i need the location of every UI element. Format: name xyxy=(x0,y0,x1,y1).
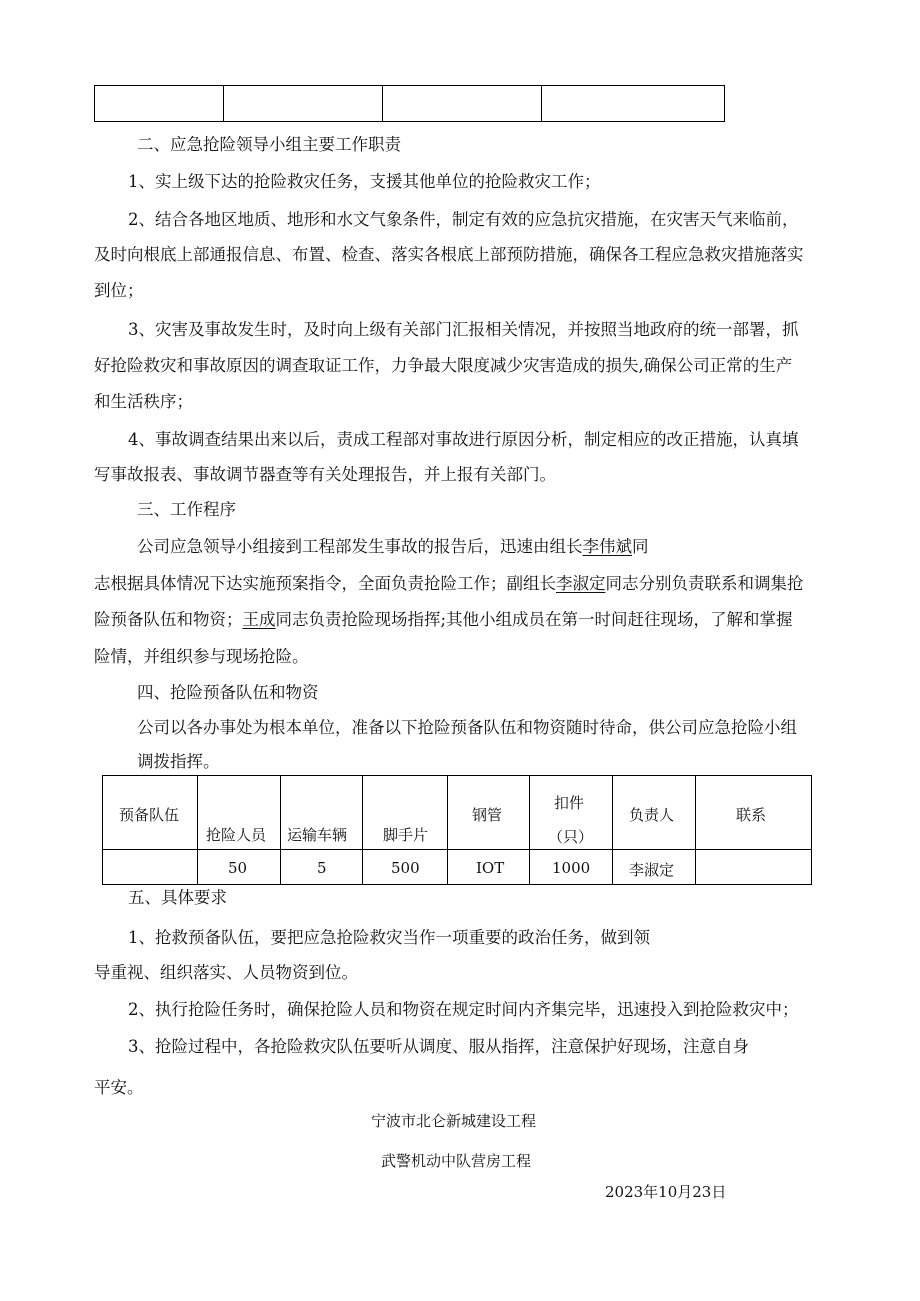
section-5-item-2: 2、执行抢险任务时，确保抢险人员和物资在规定时间内齐集完毕，迅速投入到抢险救灾中； xyxy=(128,1000,799,1019)
footer-org-line-2: 武警机动中队营房工程 xyxy=(381,1152,532,1170)
row-scaffold-value: 500 xyxy=(391,859,420,877)
section-5-item-1-line-2: 导重视、组织落实、人员物资到位。 xyxy=(94,963,358,982)
header-vehicles-label: 运输车辆 xyxy=(287,826,348,844)
section-3-line-4: 险情，并组织参与现场抢险。 xyxy=(94,647,309,666)
section-2-item-3-line-3: 和生活秩序； xyxy=(94,392,193,411)
header-scaffold xyxy=(363,776,448,850)
section-3-line-3-tail: 同志负责抢险现场指挥;其他小组成员在第一时间赶往现场，了解和掌握 xyxy=(275,610,793,629)
section-3-line-2-tail: 同志分别负责联系和调集抢 xyxy=(605,574,804,593)
section-2-item-1: 1、实上级下达的抢险救灾任务，支援其他单位的抢险救灾工作； xyxy=(128,172,601,191)
header-team xyxy=(103,776,198,850)
section-2-item-3-line-2: 好抢险救灾和事故原因的调查取证工作，力争最大限度减少灾害造成的损失,确保公司正常的生产 xyxy=(94,356,793,375)
empty-cell xyxy=(542,86,725,122)
row-vehicles xyxy=(281,850,363,885)
header-contact-label: 联系 xyxy=(736,806,767,824)
header-vehicles xyxy=(281,776,363,850)
table-row xyxy=(103,850,812,885)
row-vehicles-value: 5 xyxy=(317,859,327,877)
table-header-row xyxy=(103,776,812,850)
header-fastener-label: 扣件 xyxy=(554,794,585,812)
row-owner-value: 李淑定 xyxy=(629,861,675,879)
header-scaffold-label: 脚手片 xyxy=(383,826,429,844)
section-3-heading: 三、工作程序 xyxy=(137,500,236,519)
empty-cell xyxy=(383,86,542,122)
header-personnel-label: 抢险人员 xyxy=(206,826,267,844)
section-5-item-1-line-1: 1、抢救预备队伍，要把应急抢险救灾当作一项重要的政治任务，做到领 xyxy=(128,928,650,947)
header-contact xyxy=(696,776,812,850)
deputy-leader-name: 李淑定 xyxy=(556,574,606,593)
section-3-line-2-text: 志根据具体情况下达实施预案指令，全面负责抢险工作；副组长 xyxy=(94,574,556,593)
row-fastener xyxy=(530,850,613,885)
row-scaffold xyxy=(363,850,448,885)
section-5-item-3-line-1: 3、抢险过程中，各抢险救灾队伍要听从调度、服从指挥，注意保护好现场，注意自身 xyxy=(128,1037,749,1056)
row-contact xyxy=(696,850,812,885)
section-4-heading: 四、抢险预备队伍和物资 xyxy=(137,683,319,702)
header-fastener xyxy=(530,776,613,850)
header-fastener-unit: （只） xyxy=(548,828,594,846)
section-3-line-1-text: 公司应急领导小组接到工程部发生事故的报告后，迅速由组长 xyxy=(137,537,583,556)
site-commander-name: 王成 xyxy=(242,610,276,629)
section-5-heading: 五、具体要求 xyxy=(128,888,227,907)
header-personnel xyxy=(198,776,281,850)
section-2-heading: 二、应急抢险领导小组主要工作职责 xyxy=(137,135,401,154)
header-owner-label: 负责人 xyxy=(629,806,675,824)
footer-date: 2023年10月23日 xyxy=(605,1183,727,1201)
header-pipe xyxy=(448,776,530,850)
section-5-item-3-line-2: 平安。 xyxy=(94,1078,144,1097)
empty-cell xyxy=(95,86,224,122)
empty-cell xyxy=(224,86,383,122)
section-2-item-4-line-1: 4、事故调查结果出来以后，责成工程部对事故进行原因分析，制定相应的改正措施，认真填 xyxy=(128,430,799,449)
row-pipe-value: IOT xyxy=(476,859,505,877)
section-4-line-1: 公司以各办事处为根本单位，准备以下抢险预备队伍和物资随时待命，供公司应急抢险小组 xyxy=(137,718,797,737)
header-pipe-label: 钢管 xyxy=(472,806,503,824)
section-3-line-3 xyxy=(94,610,793,630)
section-2-item-2-line-3: 到位； xyxy=(94,281,144,300)
row-team xyxy=(103,850,198,885)
row-personnel xyxy=(198,850,281,885)
section-2-item-2-line-1: 2、结合各地区地质、地形和水文气象条件，制定有效的应急抗灾措施，在灾害天气来临前， xyxy=(128,210,799,229)
row-personnel-value: 50 xyxy=(228,859,248,877)
top-empty-table xyxy=(94,85,725,122)
resources-table xyxy=(102,775,812,885)
footer-org-line-1: 宁波市北仑新城建设工程 xyxy=(371,1112,537,1130)
section-2-item-2-line-2: 及时向根底上部通报信息、布置、检查、落实各根底上部预防措施，确保各工程应急救灾措施落实 xyxy=(94,245,804,264)
row-fastener-value: 1000 xyxy=(552,859,591,877)
row-owner xyxy=(613,850,696,885)
section-2-item-4-line-2: 写事故报表、事故调节器查等有关处理报告，并上报有关部门。 xyxy=(94,465,556,484)
header-team-label: 预备队伍 xyxy=(119,806,180,824)
section-3-line-1 xyxy=(137,537,649,557)
section-3-line-2 xyxy=(94,574,804,594)
section-3-line-1-tail: 同 xyxy=(632,537,649,556)
section-2-item-3-line-1: 3、灾害及事故发生时，及时向上级有关部门汇报相关情况，并按照当地政府的统一部署，抓 xyxy=(128,320,799,339)
section-4-line-2: 调拨指挥。 xyxy=(137,752,220,771)
leader-name: 李伟斌 xyxy=(582,537,632,556)
header-owner xyxy=(613,776,696,850)
row-pipe xyxy=(448,850,530,885)
section-3-line-3-text: 险预备队伍和物资； xyxy=(94,610,243,629)
